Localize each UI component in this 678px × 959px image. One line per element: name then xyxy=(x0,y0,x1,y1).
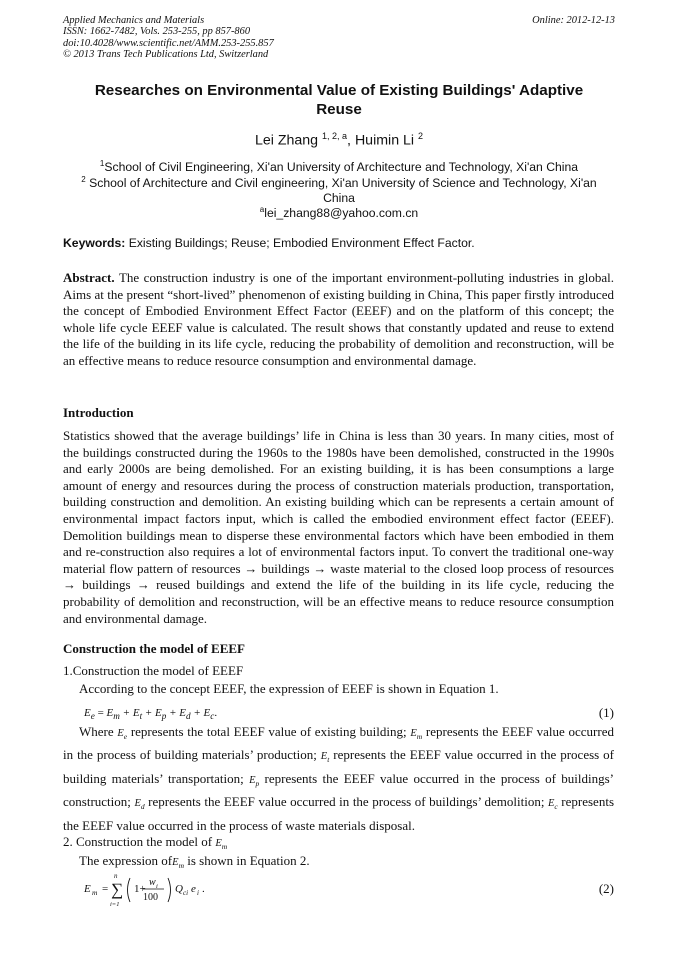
symbol-E: E xyxy=(215,838,222,849)
equation-2-number: (2) xyxy=(598,881,614,896)
equation-1-number: (1) xyxy=(598,705,614,720)
subsection-1: 1.Construction the model of EEEF xyxy=(63,663,244,678)
symbol-Em xyxy=(172,857,184,871)
text: represents the EEEF value occurred in the process of waste materials disposal. xyxy=(63,794,614,833)
text: represents the EEEF value occurred in the process of buildings’ demolition; xyxy=(144,794,548,810)
symbol-sub: c xyxy=(210,711,215,722)
author-separator: , xyxy=(347,132,355,149)
equation-1: $E_e = E_m + E_t + E_p + E_d + E_c$. xyxy=(84,707,218,722)
symbol-Ee xyxy=(117,728,128,742)
keywords-label: Keywords: xyxy=(63,236,126,250)
symbol-w: w xyxy=(149,877,156,888)
symbol-E: E xyxy=(547,798,555,810)
symbol-e: e xyxy=(191,883,196,895)
symbol-dot: . xyxy=(214,707,218,719)
affiliation-text: School of Architecture and Civil engineering, Xi'an University of Science and Technology, Xi'an xyxy=(85,176,597,191)
symbol-E: E xyxy=(132,707,140,719)
text: 2. Construction the model of xyxy=(63,834,213,849)
abstract-text: The construction industry is one of the important environment-polluting industries in global. Aims at the present “short-lived” phenomenon of existing building in China, This paper firstly introduced the concept of Embodied Environment Effect Factor (EEEF) and on the platform of this concept; the whole life cycle EEEF value is calculated. The result shows that constantly updated and reuse to extend the life of the building in its life cycle, reducing the probability of demolition and reconstruction, will be an effective means to reduce resource consumption and environmental damage. xyxy=(63,270,614,368)
symbol-sub: e xyxy=(123,732,128,742)
sum-lower: i=1 xyxy=(110,901,120,908)
symbol-sub: d xyxy=(186,711,191,722)
equation-1-intro: According to the concept EEEF, the expression of EEEF is shown in Equation 1. xyxy=(79,681,499,696)
title-line-2: Reuse xyxy=(316,101,362,118)
one-plus: 1+ xyxy=(134,883,146,895)
symbol-sub: m xyxy=(178,861,184,871)
text: represents the EEEF value occurred in the process of buildings’ construction; xyxy=(63,770,614,810)
keywords-text: Existing Buildings; Reuse; Embodied Environment Effect Factor. xyxy=(125,236,475,250)
symbol-Em xyxy=(410,728,423,742)
symbol-sub: m xyxy=(92,888,98,897)
symbol-sub: t xyxy=(327,755,330,765)
symbol-equals: = xyxy=(102,883,109,895)
abstract-label: Abstract. xyxy=(63,270,115,285)
symbol-E: E xyxy=(84,707,91,719)
affiliation-text: School of Civil Engineering, Xi'an University of Architecture and Technology, Xi'an China xyxy=(104,160,579,175)
affiliation-text: China xyxy=(323,191,355,206)
text: is shown in Equation 2. xyxy=(183,853,310,868)
author-name: Lei Zhang xyxy=(254,132,319,149)
symbol-sub: p xyxy=(161,711,167,722)
journal-name: Applied Mechanics and Materials xyxy=(63,15,205,26)
symbol-sub: m xyxy=(416,732,423,742)
symbol-sub: c xyxy=(554,802,558,812)
right-paren xyxy=(168,878,171,902)
affiliation-sup: 2 xyxy=(81,175,86,184)
symbol-E: E xyxy=(249,774,256,786)
equation-1-explanation xyxy=(63,723,614,835)
author-list xyxy=(63,131,615,149)
symbol-E: E xyxy=(203,707,211,719)
author-email xyxy=(63,202,615,221)
symbol-Ep xyxy=(249,775,259,786)
symbol-E: E xyxy=(410,728,417,739)
symbol-sub: i xyxy=(156,883,158,890)
text: represents the total EEEF value of existing building; xyxy=(127,724,411,739)
symbol-E: E xyxy=(320,751,328,763)
symbol-E: E xyxy=(134,798,141,810)
sum-upper: n xyxy=(114,872,118,880)
introduction-body: Statistics showed that the average buildings’ life in China is less than 30 years. In many cities, most of the buildings constructed during the 1960s to the 1980s have been demolished, constructed in the 1990s and early 2000s are being demolished. For an existing building, it is has been consumptions a large amount of energy and resources during the process of construction materials production, transportation, building construction and demolition. An existing building which can be represents a certain amount of environmental impact factors input, which is called the embodied environment effect factor (EEEF). Demolition buildings mean to disperse these environmental factors which have been embodied in them and re-construction also requires a lot of environmental factors input. To convert the traditional one-way material flow pattern of resources → buildings → waste material to the closed loop process of resources → buildings → reused buildings and extend the life of the building in its life cycle, reducing the probability of demolition and reconstruction, will be an effective means to reduce resource consumption and environmental damage. xyxy=(63,428,614,626)
symbol-sub: p xyxy=(255,778,260,788)
journal-header xyxy=(63,15,274,61)
symbol-E: E xyxy=(179,707,187,719)
symbol-sub: m xyxy=(221,842,228,852)
affiliation-sup: 1 xyxy=(99,159,105,168)
symbol-sub: i xyxy=(197,889,199,897)
symbol-sub: e xyxy=(90,711,95,722)
symbol-E: E xyxy=(155,707,162,719)
symbol-Q: Q xyxy=(175,883,183,895)
left-paren xyxy=(128,878,131,902)
symbol-sub: ci xyxy=(183,889,189,897)
subsection-2 xyxy=(63,834,227,851)
symbol-Ed xyxy=(134,798,145,812)
denominator: 100 xyxy=(143,892,158,903)
symbol-sub: m xyxy=(113,711,120,722)
symbol-dot: . xyxy=(202,883,205,895)
online-date: Online: 2012-12-13 xyxy=(532,15,615,26)
copyright-line: © 2013 Trans Tech Publications Ltd, Switzerland xyxy=(63,49,269,61)
text: Where xyxy=(79,724,118,739)
doi-line: doi:10.4028/www.scientific.net/AMM.253-255.857 xyxy=(63,37,274,49)
symbol-E: E xyxy=(172,857,179,868)
abstract xyxy=(63,270,614,370)
symbol-E: E xyxy=(117,728,124,739)
symbol-equals: = xyxy=(97,707,104,719)
text: The expression of xyxy=(79,853,173,868)
introduction-heading: Introduction xyxy=(63,405,134,420)
section-heading: Construction the model of EEEF xyxy=(63,641,245,656)
text: represents the EEEF value occurred in the process of building materials’ transportation; xyxy=(63,747,614,786)
author-affil-sup: 1, 2, a xyxy=(322,131,348,141)
email-sup: a xyxy=(259,205,265,214)
symbol-Em xyxy=(215,838,228,852)
symbol-sub: d xyxy=(140,802,145,812)
symbol-E: E xyxy=(84,883,91,895)
sum-sign: ∑ xyxy=(111,880,124,899)
keywords xyxy=(63,236,475,250)
title-line-1: Researches on Environmental Value of Existing Buildings' Adaptive xyxy=(94,82,584,99)
email-text: lei_zhang88@yahoo.com.cn xyxy=(264,206,419,221)
equation-2 xyxy=(80,870,220,910)
author-affil-sup: 2 xyxy=(418,131,424,141)
equation-2-intro xyxy=(79,853,310,870)
author-name: Huimin Li xyxy=(354,132,415,149)
symbol-Ec xyxy=(547,798,558,812)
paper-title xyxy=(63,81,615,119)
text: represents the EEEF value occurred in the process of building materials’ production; xyxy=(63,724,614,763)
symbol-sub: t xyxy=(139,711,143,722)
issn-line: ISSN: 1662-7482, Vols. 253-255, pp 857-860 xyxy=(63,26,251,38)
symbol-E: E xyxy=(106,707,114,719)
